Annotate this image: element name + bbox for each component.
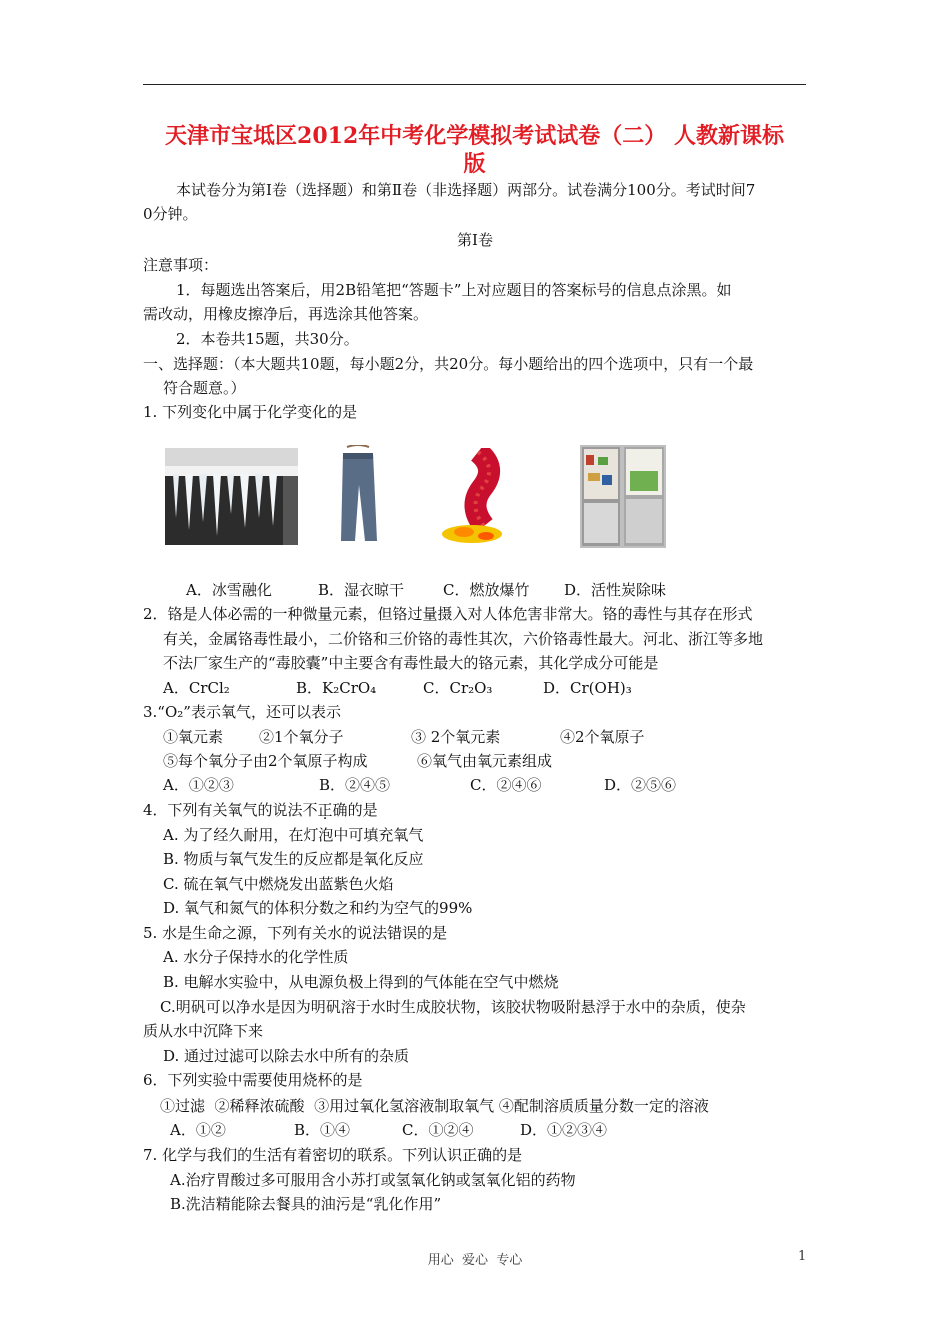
q1-stem: 1. 下列变化中属于化学变化的是 [143, 403, 358, 421]
q7-option-b[interactable]: B.洗洁精能除去餐具的油污是“乳化作用” [170, 1195, 442, 1213]
q5-option-d[interactable]: D. 通过过滤可以除去水中所有的杂质 [163, 1047, 410, 1065]
q4-option-d[interactable]: D. 氧气和氮气的体积分数之和约为空气的99% [163, 899, 473, 917]
q5-option-c-line2: 质从水中沉降下来 [143, 1022, 264, 1040]
exam-title-line2: 版 [463, 151, 486, 177]
q5-option-c-line1[interactable]: C.明矾可以净水是因为明矾溶于水时生成胶状物，该胶状物吸附悬浮于水中的杂质，使杂 [160, 998, 746, 1016]
q4-stem-after: 的是 [347, 801, 378, 819]
q7-option-a[interactable]: A.治疗胃酸过多可服用含小苏打或氢氧化钠或氢氧化铝的药物 [170, 1171, 576, 1189]
q2-line2: 有关，金属铬毒性最小，二价铬和三价铬的毒性其次，六价铬毒性最大。河北、浙江等多地 [163, 630, 764, 648]
q3-option-a[interactable]: A．①②③ [163, 776, 234, 794]
q5-option-a[interactable]: A. 水分子保持水的化学性质 [163, 948, 349, 966]
q4-option-a[interactable]: A. 为了经久耐用，在灯泡中可填充氧气 [163, 826, 424, 844]
notice-1-line2: 需改动，用橡皮擦净后，再选涂其他答案。 [143, 305, 429, 323]
q3-stem: 3.“O₂”表示氧气，还可以表示 [143, 703, 341, 721]
q2-option-b[interactable]: B．K₂CrO₄ [296, 679, 377, 697]
page-number: 1 [798, 1249, 807, 1264]
q3-option-d[interactable]: D．②⑤⑥ [604, 776, 677, 794]
q3-item-4: ④2个氧原子 [560, 728, 645, 746]
q2-option-c[interactable]: C．Cr₂O₃ [423, 679, 493, 697]
firecracker-image [428, 448, 514, 545]
refrigerator-image [580, 445, 666, 548]
q2-option-a[interactable]: A．CrCl₂ [163, 679, 230, 697]
q6-options [170, 1118, 770, 1142]
icicles-image [165, 448, 298, 545]
q3-item-1: ①氧元素 [163, 728, 224, 746]
q4-option-b[interactable]: B. 物质与氧气发生的反应都是氧化反应 [163, 850, 424, 868]
q1-option-a[interactable]: A．冰雪融化 [186, 581, 272, 599]
q3-item-6: ⑥氧气由氧元素组成 [417, 752, 553, 770]
notice-2: 2．本卷共15题，共30分。 [176, 330, 359, 348]
q4-option-c[interactable]: C. 硫在氧气中燃烧发出蓝紫色火焰 [163, 875, 394, 893]
header-rule [143, 84, 806, 85]
q5-stem: 5. 水是生命之源，下列有关水的说法错误的是 [143, 924, 448, 942]
q2-line3: 不法厂家生产的“毒胶囊”中主要含有毒性最大的铬元素，其化学成分可能是 [163, 654, 659, 672]
q1-options [186, 578, 786, 602]
q2-option-d[interactable]: D．Cr(OH)₃ [543, 679, 632, 697]
notice-heading: 注意事项： [143, 256, 219, 274]
exam-title [143, 122, 806, 178]
q1-option-b[interactable]: B．湿衣晾干 [318, 581, 405, 599]
q3-item-2: ②1个氧分子 [259, 728, 344, 746]
q3-options [163, 773, 783, 797]
q3-items-line2 [163, 749, 783, 773]
intro-line1: 本试卷分为第Ⅰ卷（选择题）和第Ⅱ卷（非选择题）两部分。试卷满分100分。考试时间7 [176, 181, 756, 199]
q3-option-b[interactable]: B．②④⑤ [319, 776, 391, 794]
q6-stem: 6．下列实验中需要使用烧杯的是 [143, 1071, 363, 1089]
part1-instruction-line2: 符合题意。） [163, 379, 246, 397]
jeans-image [333, 445, 383, 545]
section-heading: 第Ⅰ卷 [457, 231, 493, 249]
footer-motto [0, 1249, 950, 1268]
part1-instruction-line1: 一、选择题：（本大题共10题，每小题2分，共20分。每小题给出的四个选项中，只有一个最 [143, 355, 754, 373]
q1-option-d[interactable]: D．活性炭除味 [564, 581, 667, 599]
q6-option-c[interactable]: C．①②④ [402, 1121, 474, 1139]
q2-line1: 2．铬是人体必需的一种微量元素，但铬过量摄入对人体危害非常大。铬的毒性与其存在形式 [143, 605, 753, 623]
q3-item-5: ⑤每个氧分子由2个氧原子构成 [163, 752, 368, 770]
q6-option-d[interactable]: D．①②③④ [520, 1121, 608, 1139]
q6-option-a[interactable]: A．①② [170, 1121, 226, 1139]
footer-motto-text: 用心 爱心 专心 [427, 1253, 523, 1268]
q4-stem-emphasis: 不正确 [302, 801, 348, 819]
q3-items-line1 [163, 725, 783, 749]
q7-stem: 7. 化学与我们的生活有着密切的联系。下列认识正确的是 [143, 1146, 523, 1164]
q6-items: ①过滤 ②稀释浓硫酸 ③用过氧化氢溶液制取氧气 ④配制溶质质量分数一定的溶液 [160, 1097, 709, 1115]
q2-options [163, 676, 783, 700]
intro-line2: 0分钟。 [143, 205, 198, 223]
q5-option-b[interactable]: B. 电解水实验中，从电源负极上得到的气体能在空气中燃烧 [163, 973, 559, 991]
q4-stem-before: 4．下列有关氧气的说法 [143, 801, 303, 819]
q4-stem [143, 798, 378, 822]
q3-option-c[interactable]: C．②④⑥ [470, 776, 542, 794]
q1-option-c[interactable]: C．燃放爆竹 [443, 581, 530, 599]
q3-item-3: ③ 2个氧元素 [411, 728, 501, 746]
notice-1-line1: 1．每题选出答案后，用2B铅笔把“答题卡”上对应题目的答案标号的信息点涂黑。如 [176, 281, 732, 299]
q6-option-b[interactable]: B．①④ [294, 1121, 351, 1139]
exam-title-line1: 天津市宝坻区2012年中考化学模拟考试试卷（二） 人教新课标 [165, 123, 784, 149]
